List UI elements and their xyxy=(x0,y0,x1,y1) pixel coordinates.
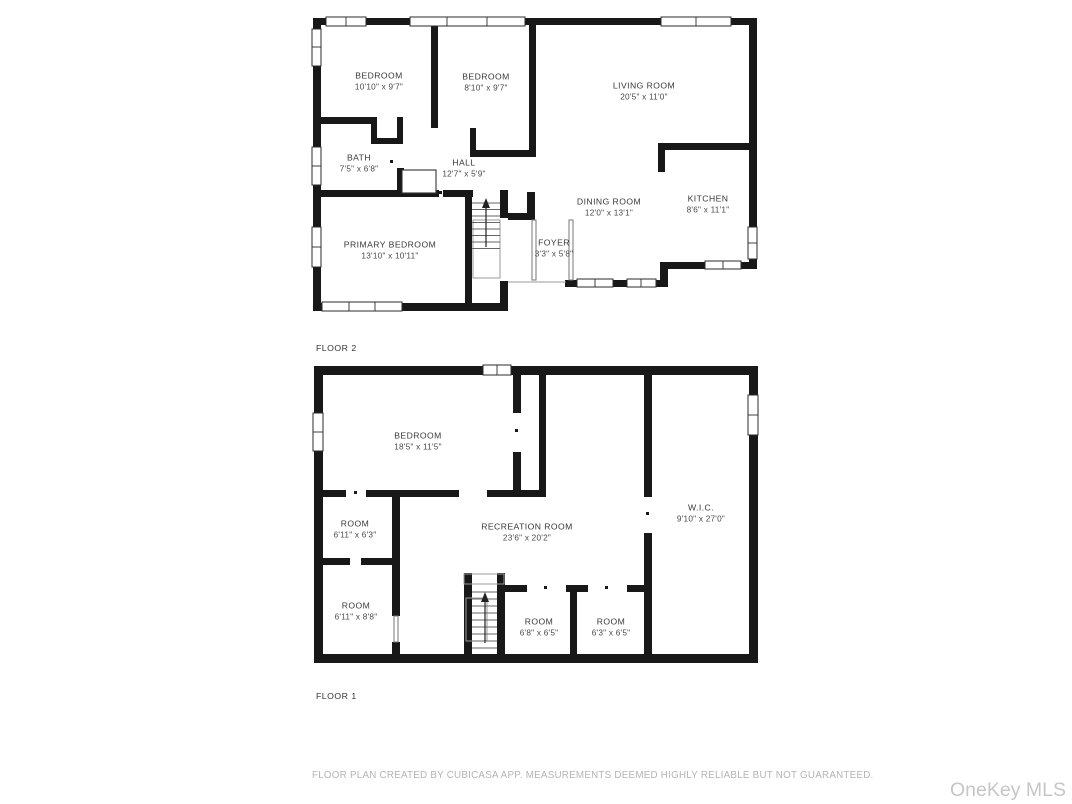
room-name: W.I.C. xyxy=(687,502,715,513)
floor-1-title: FLOOR 1 xyxy=(316,691,357,701)
room-dims: 8'6" x 11'1" xyxy=(686,205,730,215)
room-label-hall xyxy=(442,158,485,179)
room-dims: 6'3" x 6'5" xyxy=(591,628,631,638)
room-name: LIVING ROOM xyxy=(612,80,676,91)
room-dims: 6'11" x 8'8" xyxy=(334,612,378,622)
room-label-kitchen xyxy=(687,194,730,215)
floor-2-staircase xyxy=(472,198,500,249)
room-name: ROOM xyxy=(341,600,371,611)
room-label-room-2-f1 xyxy=(335,601,378,622)
room-dims: 20'5" x 11'0" xyxy=(620,92,668,102)
room-name: FOYER xyxy=(538,237,570,248)
floor-2-closets xyxy=(402,170,500,278)
onekey-mls-watermark: OneKey MLS xyxy=(950,779,1066,801)
room-label-bedroom-1-f2 xyxy=(355,71,403,92)
room-dims: 7'5" x 6'8" xyxy=(339,164,379,174)
room-label-bedroom-2-f2 xyxy=(462,72,510,93)
room-label-living-room xyxy=(613,81,675,102)
floor-2-plan xyxy=(312,17,757,311)
room-label-room-1-f1 xyxy=(334,519,377,540)
room-label-bedroom-f1 xyxy=(394,431,442,452)
disclaimer-text: FLOOR PLAN CREATED BY CUBICASA APP. MEASUREMENTS DEEMED HIGHLY RELIABLE BUT NOT GUARANTEED. xyxy=(312,770,874,781)
room-dims: 6'8" x 6'5" xyxy=(519,628,559,638)
room-dims: 12'0" x 13'1" xyxy=(584,208,634,218)
room-name: BEDROOM xyxy=(462,71,510,82)
room-name: DINING ROOM xyxy=(576,196,642,207)
room-label-primary-bedroom xyxy=(344,240,436,261)
room-label-foyer xyxy=(535,238,574,259)
room-name: ROOM xyxy=(340,518,370,529)
room-name: RECREATION ROOM xyxy=(481,521,573,532)
room-name: KITCHEN xyxy=(687,193,729,204)
room-dims: 10'10" x 9'7" xyxy=(354,82,404,92)
room-name: BATH xyxy=(346,152,372,163)
room-name: HALL xyxy=(452,157,476,168)
floor-1-windows xyxy=(313,365,758,451)
room-dims: 13'10" x 10'11" xyxy=(361,251,419,261)
room-name: BEDROOM xyxy=(394,430,442,441)
room-label-dining-room xyxy=(577,197,641,218)
room-dims: 18'5" x 11'5" xyxy=(394,442,442,452)
room-name: ROOM xyxy=(524,616,554,627)
room-dims: 9'10" x 27'0" xyxy=(676,514,726,524)
room-dims: 12'7" x 5'9" xyxy=(442,169,486,179)
room-dims: 23'6" x 20'2" xyxy=(502,533,552,543)
room-dims: 3'3" x 5'8" xyxy=(534,249,574,259)
room-label-bath xyxy=(340,153,379,174)
room-label-room-4-f1 xyxy=(592,617,631,638)
room-label-wic xyxy=(677,503,725,524)
floor-2-title: FLOOR 2 xyxy=(316,343,357,353)
room-dims: 6'11" x 6'3" xyxy=(333,530,377,540)
room-name: PRIMARY BEDROOM xyxy=(343,239,437,250)
room-dims: 8'10" x 9'7" xyxy=(464,83,508,93)
room-label-recreation-room xyxy=(481,522,573,543)
room-name: BEDROOM xyxy=(355,70,403,81)
room-label-room-3-f1 xyxy=(520,617,559,638)
room-name: ROOM xyxy=(596,616,626,627)
